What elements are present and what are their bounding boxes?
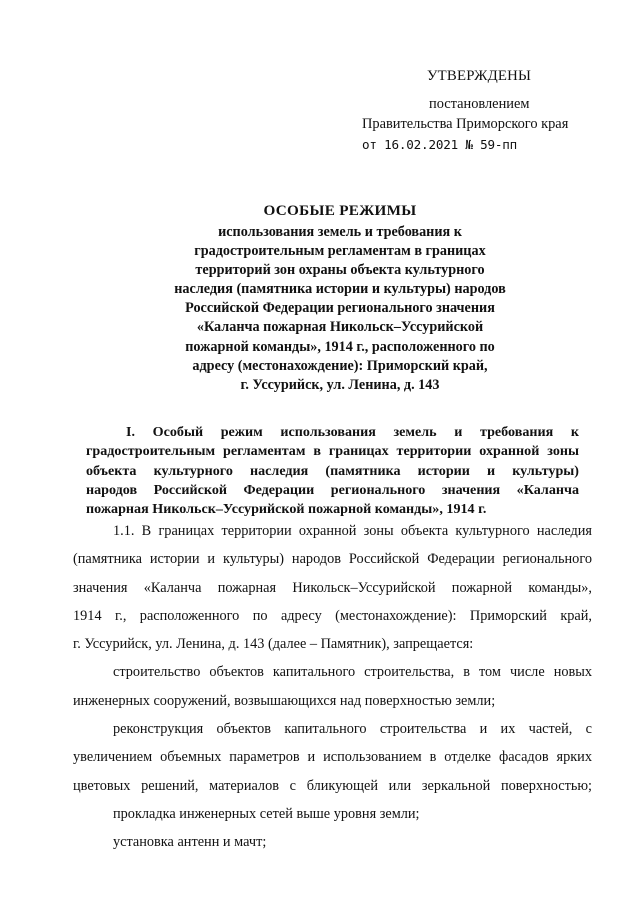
paragraph-line: г. Уссурийск, ул. Ленина, д. 143 (далее – Памятник), запрещается: [73, 636, 474, 653]
title-main: ОСОБЫЕ РЕЖИМЫ [263, 202, 417, 219]
section-heading-line: градостроительным регламентам в границах территории охранной зоны [86, 443, 579, 460]
paragraph-line: строительство объектов капитального строительства, в том числе новых [113, 664, 592, 681]
title-line: адресу (местонахождение): Приморский край, [192, 357, 488, 374]
title-line: использования земель и требования к [218, 224, 462, 240]
title-line: наследия (памятника истории и культуры) народов [174, 281, 506, 298]
paragraph-line: 1.1. В границах территории охранной зоны объекта культурного наследия [113, 523, 592, 539]
approval-line: Правительства Приморского края [362, 116, 569, 132]
paragraph-line: цветовых решений, материалов с бликующей или зеркальной поверхностью; [73, 777, 592, 794]
title-line: пожарной команды», 1914 г., расположенного по [185, 338, 495, 355]
approval-date-number: от 16.02.2021 № 59-пп [362, 137, 518, 152]
section-heading [86, 423, 579, 519]
section-heading-line: I. Особый режим использования земель и требования к [126, 424, 579, 440]
document-body [73, 517, 592, 857]
approval-stamp [356, 66, 596, 155]
title-line: Российской Федерации регионального значения [185, 300, 495, 317]
paragraph-line: 1914 г., расположенного по адресу (местонахождение): Приморский край, [73, 607, 592, 624]
approval-title: УТВЕРЖДЕНЫ [427, 68, 532, 84]
paragraph-line: (памятника истории и культуры) народов Российской Федерации регионального [73, 551, 592, 568]
paragraph-line: прокладка инженерных сетей выше уровня земли; [113, 805, 420, 822]
title-line: г. Уссурийск, ул. Ленина, д. 143 [240, 376, 440, 393]
title-line: «Каланча пожарная Никольск–Уссурийской [196, 319, 484, 336]
paragraph-line: реконструкция объектов капитального строительства и их частей, с [113, 721, 592, 738]
paragraph-line: значения «Каланча пожарная Никольск–Уссурийской пожарной команды», [73, 579, 592, 596]
section-heading-line: народов Российской Федерации регионального значения «Каланча [86, 481, 579, 498]
paragraph-line: инженерных сооружений, возвышающихся над поверхностью земли; [73, 692, 496, 709]
paragraph-line: установка антенн и мачт; [113, 834, 267, 851]
title-line: градостроительным регламентам в границах [194, 243, 486, 260]
title-line: территорий зон охраны объекта культурного [195, 262, 485, 279]
document-title [150, 200, 530, 395]
paragraph-line: увеличением объемных параметров и использованием в отделке фасадов ярких [73, 749, 592, 766]
approval-line: постановлением [429, 96, 530, 112]
section-heading-line: пожарная Никольск–Уссурийской пожарной команды», 1914 г. [86, 501, 487, 518]
section-heading-line: объекта культурного наследия (памятника истории и культуры) [86, 462, 579, 479]
